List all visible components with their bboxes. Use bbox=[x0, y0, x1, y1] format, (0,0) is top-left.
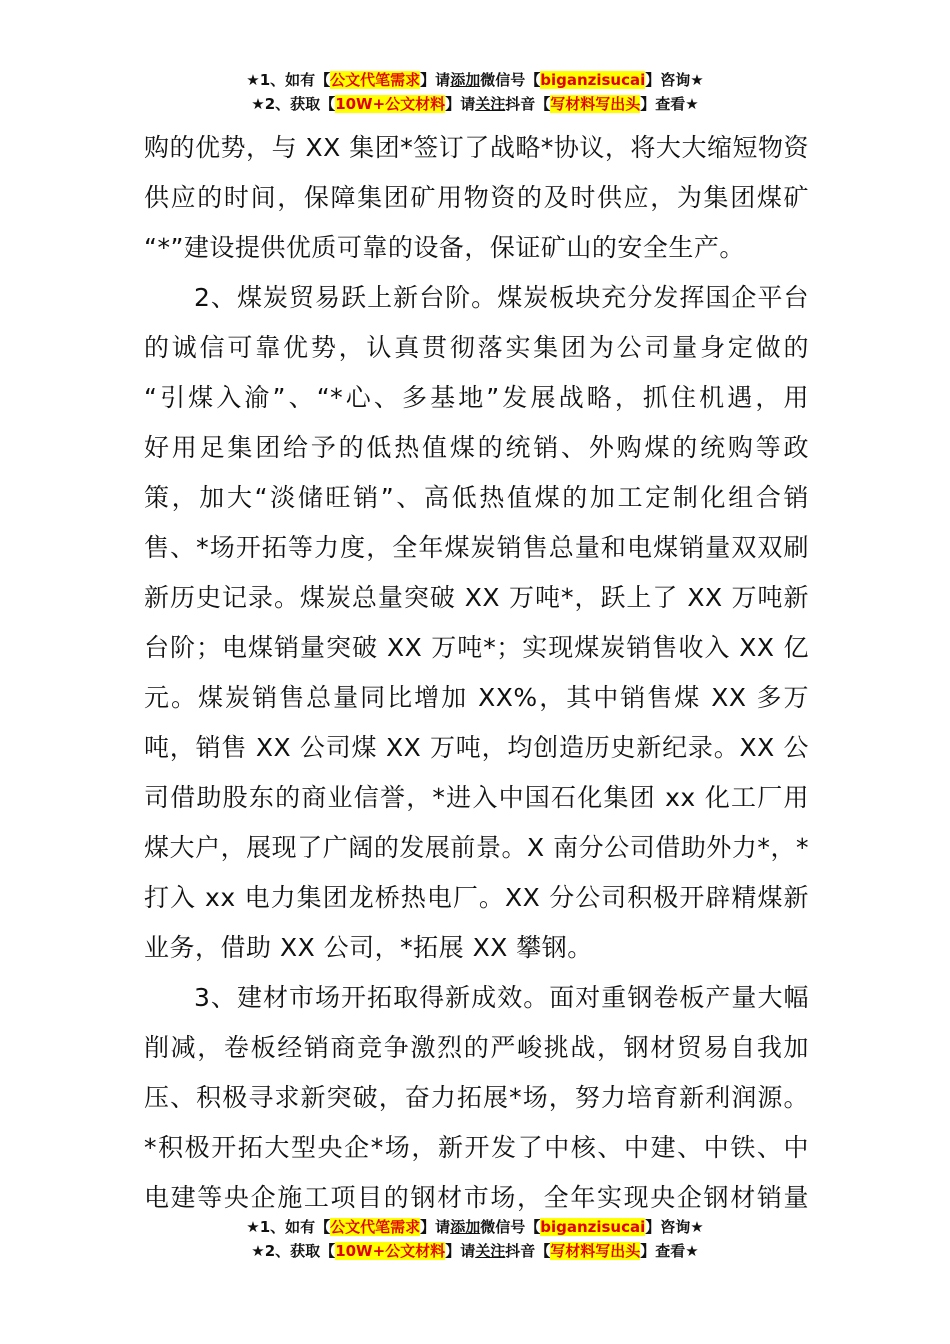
highlight-service: 公文代笔需求 bbox=[330, 1218, 421, 1236]
emphasis-text: 添加 bbox=[450, 71, 481, 89]
top-promo-banner bbox=[0, 69, 950, 117]
body-line: 策，加大“淡储旺销”、高低热值煤的加工定制化组合销 bbox=[144, 483, 809, 512]
emphasis-text: 关注 bbox=[475, 95, 506, 113]
body-line: 新历史记录。煤炭总量突破 XX 万吨*，跃上了 XX 万吨新 bbox=[144, 583, 809, 612]
highlight-wechat-id: biganzisucai bbox=[540, 71, 646, 89]
body-line: 的诚信可靠优势，认真贯彻落实集团为公司量身定做的 bbox=[144, 333, 809, 362]
body-line: 业务，借助 XX 公司，*拓展 XX 攀钢。 bbox=[144, 933, 593, 962]
highlight-materials: 10W+公文材料 bbox=[335, 95, 446, 113]
emphasis-text: 关注 bbox=[475, 1242, 506, 1260]
promo-line-2 bbox=[0, 1240, 950, 1264]
promo-text: 】咨询★ bbox=[645, 1218, 704, 1236]
document-body bbox=[144, 123, 809, 1223]
highlight-wechat-id: biganzisucai bbox=[540, 1218, 646, 1236]
promo-text: 】请 bbox=[420, 71, 451, 89]
promo-text: 】查看★ bbox=[640, 95, 699, 113]
promo-text: 】查看★ bbox=[640, 1242, 699, 1260]
body-line: 打入 xx 电力集团龙桥热电厂。XX 分公司积极开辟精煤新 bbox=[144, 883, 809, 912]
promo-text: 】咨询★ bbox=[645, 71, 704, 89]
highlight-materials: 10W+公文材料 bbox=[335, 1242, 446, 1260]
body-line: 司借助股东的商业信誉，*进入中国石化集团 xx 化工厂用 bbox=[144, 783, 809, 812]
promo-text: ★2、获取【 bbox=[251, 1242, 336, 1260]
promo-line-1 bbox=[0, 69, 950, 93]
body-line: 电建等央企施工项目的钢材市场，全年实现央企钢材销量 bbox=[144, 1183, 809, 1212]
promo-text: 微信号【 bbox=[480, 1218, 541, 1236]
bottom-promo-banner bbox=[0, 1216, 950, 1264]
body-line: 台阶；电煤销量突破 XX 万吨*；实现煤炭销售收入 XX 亿 bbox=[144, 633, 809, 662]
promo-text: 抖音【 bbox=[505, 1242, 551, 1260]
promo-text: 微信号【 bbox=[480, 71, 541, 89]
promo-text: 】请 bbox=[445, 1242, 476, 1260]
body-line: 压、积极寻求新突破，奋力拓展*场，努力培育新利润源。 bbox=[144, 1083, 809, 1112]
promo-text: 】请 bbox=[445, 95, 476, 113]
promo-text: ★1、如有【 bbox=[246, 71, 331, 89]
body-line: “引煤入渝”、“*心、多基地”发展战略，抓住机遇，用 bbox=[144, 383, 809, 412]
promo-line-2 bbox=[0, 93, 950, 117]
body-line: 吨，销售 XX 公司煤 XX 万吨，均创造历史新纪录。XX 公 bbox=[144, 733, 809, 762]
body-line: 元。煤炭销售总量同比增加 XX%，其中销售煤 XX 多万 bbox=[144, 683, 809, 712]
promo-text: ★2、获取【 bbox=[251, 95, 336, 113]
highlight-service: 公文代笔需求 bbox=[330, 71, 421, 89]
highlight-douyin-id: 写材料写出头 bbox=[550, 95, 641, 113]
paragraph-start-line: 2、煤炭贸易跃上新台阶。煤炭板块充分发挥国企平台 bbox=[194, 283, 809, 312]
promo-text: 抖音【 bbox=[505, 95, 551, 113]
paragraph-start-line: 3、建材市场开拓取得新成效。面对重钢卷板产量大幅 bbox=[194, 983, 809, 1012]
body-line: 煤大户，展现了广阔的发展前景。X 南分公司借助外力*，* bbox=[144, 833, 809, 862]
highlight-douyin-id: 写材料写出头 bbox=[550, 1242, 641, 1260]
promo-text: 】请 bbox=[420, 1218, 451, 1236]
body-line: 好用足集团给予的低热值煤的统销、外购煤的统购等政 bbox=[144, 433, 809, 462]
body-line: *积极开拓大型央企*场，新开发了中核、中建、中铁、中 bbox=[144, 1133, 809, 1162]
body-line: 供应的时间，保障集团矿用物资的及时供应，为集团煤矿 bbox=[144, 183, 809, 212]
body-line: 削减，卷板经销商竞争激烈的严峻挑战，钢材贸易自我加 bbox=[144, 1033, 809, 1062]
promo-text: ★1、如有【 bbox=[246, 1218, 331, 1236]
body-line: 售、*场开拓等力度，全年煤炭销售总量和电煤销量双双刷 bbox=[144, 533, 809, 562]
body-line: 购的优势，与 XX 集团*签订了战略*协议，将大大缩短物资 bbox=[144, 133, 809, 162]
body-line: “*”建设提供优质可靠的设备，保证矿山的安全生产。 bbox=[144, 233, 745, 262]
promo-line-1 bbox=[0, 1216, 950, 1240]
emphasis-text: 添加 bbox=[450, 1218, 481, 1236]
